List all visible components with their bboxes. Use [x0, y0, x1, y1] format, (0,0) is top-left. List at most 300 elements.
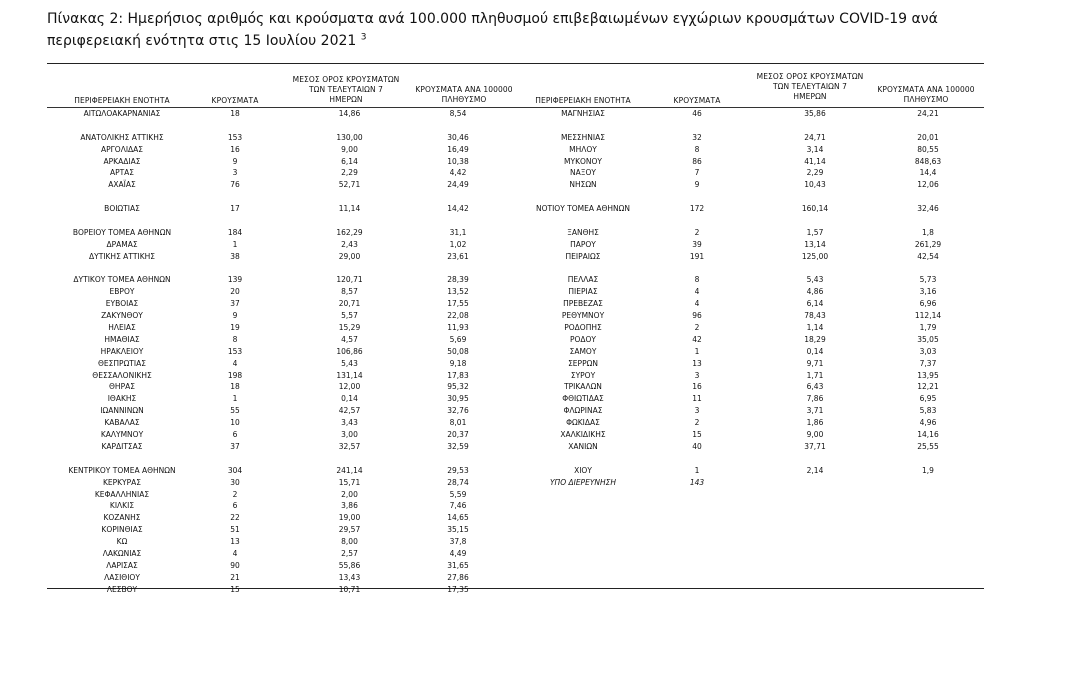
left-table: [47, 108, 527, 596]
cell-per100k: 112,14: [914, 311, 942, 321]
cell-cases: 16: [692, 382, 702, 392]
cell-per100k: 28,74: [447, 477, 469, 487]
cell-per100k: 27,86: [447, 572, 469, 582]
cell-per100k: 24,49: [447, 180, 469, 190]
cell-cases: 7: [694, 168, 700, 178]
cell-region: ΛΑΡΙΣΑΣ: [106, 560, 138, 570]
table-row: [47, 358, 527, 370]
cell-avg7: 3,71: [806, 406, 824, 416]
cell-avg7: 1,14: [806, 323, 824, 333]
cell-avg7: 10,43: [804, 180, 826, 190]
cell-cases: 10: [230, 418, 240, 428]
cell-per100k: 50,08: [447, 346, 469, 356]
cell-region: ΠΕΙΡΑΙΩΣ: [565, 251, 601, 261]
cell-per100k: 6,96: [919, 299, 937, 309]
cell-cases: 32: [692, 132, 702, 142]
cell-cases: 37: [230, 441, 240, 451]
table-row: [518, 263, 988, 275]
cell-region: ΑΙΤΩΛΟΑΚΑΡΝΑΝΙΑΣ: [83, 109, 161, 118]
cell-cases: 20: [230, 287, 240, 297]
cell-avg7: 3,14: [806, 144, 824, 154]
cell-cases: 11: [692, 394, 702, 404]
cell-region: ΛΑΣΙΘΙΟΥ: [104, 572, 140, 582]
cell-region: ΝΑΞΟΥ: [570, 168, 596, 178]
cell-cases: 96: [692, 311, 702, 321]
cell-per100k: 22,08: [447, 311, 469, 321]
cell-cases: 15: [230, 584, 240, 594]
cell-avg7: 18,29: [804, 334, 826, 344]
top-rule: [47, 63, 984, 64]
cell-cases: 30: [230, 477, 240, 487]
cell-per100k: 7,46: [449, 501, 467, 511]
cell-cases: 51: [230, 525, 240, 535]
table-row: [518, 393, 988, 405]
table-row: [47, 417, 527, 429]
cell-per100k: 3,16: [919, 287, 937, 297]
cell-per100k: 7,37: [919, 358, 937, 368]
cell-cases: 2: [694, 227, 700, 237]
table-row: [47, 120, 527, 132]
table-row: [518, 298, 988, 310]
cell-cases: 3: [694, 370, 700, 380]
right-header-avg7: [740, 72, 880, 102]
cell-avg7: 2,00: [341, 489, 358, 499]
header-per100k-line2: ΠΛΗΘΥΣΜΟ: [903, 95, 949, 104]
cell-per100k: 28,39: [447, 275, 469, 285]
cell-avg7: 24,71: [804, 132, 826, 142]
cell-region: ΘΗΡΑΣ: [109, 382, 135, 392]
cell-region: ΑΡΤΑΣ: [109, 168, 135, 178]
table-row: [47, 239, 527, 251]
table-row: [47, 500, 527, 512]
cell-cases: 304: [227, 465, 243, 475]
cell-region: ΔΡΑΜΑΣ: [106, 239, 138, 249]
header-per100k-line1: ΚΡΟΥΣΜΑΤΑ ΑΝΑ 100000: [877, 85, 975, 94]
table-row: [47, 560, 527, 572]
cell-per100k: 95,32: [447, 382, 469, 392]
left-header-region: ΠΕΡΙΦΕΡΕΙΑΚΗ ΕΝΟΤΗΤΑ: [74, 96, 170, 105]
cell-cases: 8: [694, 275, 700, 285]
cell-avg7: 6,14: [341, 156, 358, 166]
cell-cases: 42: [692, 334, 702, 344]
cell-region: ΤΡΙΚΑΛΩΝ: [564, 382, 602, 392]
cell-region: ΕΥΒΟΙΑΣ: [105, 299, 139, 309]
cell-cases: 4: [694, 299, 700, 309]
cell-avg7: 35,86: [804, 109, 826, 118]
cell-cases: 2: [232, 489, 238, 499]
cell-per100k: 13,95: [917, 370, 939, 380]
cell-per100k: 16,49: [447, 144, 469, 154]
cell-cases: 4: [232, 548, 238, 558]
cell-avg7: 11,14: [338, 204, 361, 214]
table-row: [47, 572, 527, 584]
cell-cases: 4: [232, 358, 238, 368]
cell-region: ΗΡΑΚΛΕΙΟΥ: [100, 346, 144, 356]
cell-avg7: 125,00: [801, 251, 829, 261]
cell-cases: 184: [227, 227, 243, 237]
cell-region: ΜΕΣΣΗΝΙΑΣ: [560, 132, 606, 142]
table-row: [47, 346, 527, 358]
table-row: [47, 477, 527, 489]
cell-avg7: 2,14: [806, 465, 824, 475]
cell-region: ΛΕΣΒΟΥ: [106, 584, 138, 594]
table-row: [47, 465, 527, 477]
cell-cases: 4: [694, 287, 700, 297]
table-row: [518, 144, 988, 156]
cell-avg7: 120,71: [336, 275, 363, 285]
cell-cases: 17: [230, 204, 240, 214]
cell-avg7: 19,00: [338, 513, 361, 523]
cell-per100k: 14,65: [447, 513, 469, 523]
cell-region: ΗΛΕΙΑΣ: [108, 323, 136, 333]
cell-region: ΚΕΦΑΛΛΗΝΙΑΣ: [94, 489, 150, 499]
cell-avg7: 15,71: [338, 477, 361, 487]
cell-region: ΠΙΕΡΙΑΣ: [568, 287, 598, 297]
cell-avg7: 131,14: [336, 370, 363, 380]
cell-avg7: 32,57: [338, 441, 361, 451]
table-row: [47, 274, 527, 286]
cell-per100k: 35,05: [917, 334, 939, 344]
cell-cases: 13: [230, 537, 240, 547]
cell-avg7: 78,43: [804, 311, 826, 321]
cell-avg7: 29,00: [338, 251, 361, 261]
cell-per100k: 10,38: [447, 156, 469, 166]
cell-avg7: 1,86: [806, 418, 824, 428]
cell-region: ΣΥΡΟΥ: [570, 370, 596, 380]
cell-region: ΔΥΤΙΚΗΣ ΑΤΤΙΚΗΣ: [89, 251, 155, 261]
cell-per100k: 3,03: [919, 346, 937, 356]
cell-per100k: 25,55: [917, 441, 939, 451]
cell-per100k: 20,01: [917, 132, 939, 142]
cell-per100k: 31,65: [447, 560, 469, 570]
cell-avg7: 2,29: [341, 168, 358, 178]
cell-cases: 153: [227, 132, 243, 142]
cell-avg7: 20,71: [338, 299, 361, 309]
table-row: [47, 393, 527, 405]
cell-avg7: 1,57: [806, 227, 824, 237]
table-row: [518, 274, 988, 286]
table-row: [47, 132, 527, 144]
cell-region: ΥΠΟ ΔΙΕΡΕΥΝΗΣΗ: [549, 477, 617, 487]
header-per100k-line2: ΠΛΗΘΥΣΜΟ: [441, 95, 487, 104]
table-row: [47, 584, 527, 596]
table-row: [47, 215, 527, 227]
cell-region: ΜΥΚΟΝΟΥ: [564, 156, 602, 166]
cell-region: ΕΒΡΟΥ: [109, 287, 135, 297]
table-row: [518, 429, 988, 441]
header-avg7-line1: ΜΕΣΟΣ ΟΡΟΣ ΚΡΟΥΣΜΑΤΩΝ: [292, 75, 400, 84]
cell-per100k: 20,37: [447, 430, 469, 440]
table-row: [518, 381, 988, 393]
cell-cases: 37: [230, 299, 240, 309]
cell-cases: 198: [227, 370, 243, 380]
cell-per100k: 8,54: [449, 109, 467, 118]
cell-avg7: 3,86: [341, 501, 358, 511]
table-row: [47, 405, 527, 417]
cell-region: ΘΕΣΣΑΛΟΝΙΚΗΣ: [92, 370, 152, 380]
cell-cases: 13: [692, 358, 702, 368]
table-row: [47, 310, 527, 322]
table-row: [518, 227, 988, 239]
table-row: [518, 370, 988, 382]
cell-per100k: 848,63: [914, 156, 942, 166]
cell-region: ΣΕΡΡΩΝ: [568, 358, 598, 368]
cell-avg7: 241,14: [336, 465, 363, 475]
cell-region: ΞΑΝΘΗΣ: [567, 227, 599, 237]
cell-per100k: 17,35: [447, 584, 469, 594]
table-row: [47, 441, 527, 453]
cell-avg7: 6,43: [806, 382, 824, 392]
cell-region: ΒΟΡΕΙΟΥ ΤΟΜΕΑ ΑΘΗΝΩΝ: [72, 227, 172, 237]
cell-cases: 9: [232, 156, 238, 166]
table-row: [47, 548, 527, 560]
cell-avg7: 1,71: [806, 370, 824, 380]
cell-per100k: 31,1: [449, 227, 467, 237]
cell-per100k: 32,59: [447, 441, 469, 451]
cell-avg7: 8,57: [341, 287, 358, 297]
table-row: [518, 203, 988, 215]
cell-per100k: 23,61: [447, 251, 469, 261]
table-row: [47, 144, 527, 156]
cell-cases: 3: [232, 168, 238, 178]
header-avg7-line3: ΗΜΕΡΩΝ: [329, 95, 363, 104]
cell-region: ΡΟΔΟΠΗΣ: [564, 323, 602, 333]
cell-region: ΚΟΡΙΝΘΙΑΣ: [101, 525, 143, 535]
cell-cases: 9: [694, 180, 700, 190]
header-avg7-line2: ΤΩΝ ΤΕΛΕΥΤΑΙΩΝ 7: [308, 85, 384, 94]
cell-avg7: 106,86: [336, 346, 363, 356]
right-header-per100k: [866, 85, 986, 105]
cell-cases: 2: [694, 323, 700, 333]
cell-cases: 9: [232, 311, 238, 321]
header-avg7-line3: ΗΜΕΡΩΝ: [793, 92, 827, 101]
cell-per100k: 42,54: [917, 251, 939, 261]
cell-region: ΠΑΡΟΥ: [570, 239, 596, 249]
table-row: [47, 334, 527, 346]
cell-cases: 2: [694, 418, 700, 428]
cell-avg7: 15,29: [338, 323, 361, 333]
cell-per100k: 4,96: [919, 418, 937, 428]
table-row: [518, 322, 988, 334]
cell-per100k: 11,93: [447, 323, 469, 333]
table-row: [47, 167, 527, 179]
cell-per100k: 9,18: [449, 358, 467, 368]
cell-per100k: 1,9: [922, 465, 934, 475]
table-row: [518, 191, 988, 203]
table-row: [518, 405, 988, 417]
table-row: [518, 358, 988, 370]
cell-per100k: 8,01: [449, 418, 467, 428]
cell-avg7: 42,57: [338, 406, 361, 416]
table-row: [518, 239, 988, 251]
table-row: [518, 334, 988, 346]
cell-cases: 55: [230, 406, 240, 416]
left-header-avg7: [276, 75, 416, 105]
table-row: [518, 251, 988, 263]
cell-avg7: 0,14: [341, 394, 358, 404]
cell-cases: 18: [230, 382, 240, 392]
cell-cases: 1: [694, 346, 700, 356]
cell-region: ΜΑΓΝΗΣΙΑΣ: [561, 109, 605, 118]
cell-per100k: 1,8: [922, 227, 934, 237]
table-row: [518, 215, 988, 227]
cell-per100k: 261,29: [914, 239, 942, 249]
cell-avg7: 0,14: [806, 346, 824, 356]
table-row: [47, 191, 527, 203]
cell-avg7: 13,43: [338, 572, 361, 582]
cell-avg7: 3,00: [341, 430, 358, 440]
table-row: [47, 298, 527, 310]
footnote-marker: 3: [360, 32, 367, 43]
table-row: [47, 286, 527, 298]
cell-avg7: 5,43: [806, 275, 824, 285]
cell-per100k: 4,49: [449, 548, 467, 558]
header-per100k-line1: ΚΡΟΥΣΜΑΤΑ ΑΝΑ 100000: [415, 85, 513, 94]
cell-cases: 16: [230, 144, 240, 154]
cell-region: ΚΩ: [116, 537, 128, 547]
cell-cases: 46: [692, 109, 702, 118]
cell-avg7: 12,00: [338, 382, 361, 392]
cell-region: ΚΑΛΥΜΝΟΥ: [100, 430, 144, 440]
cell-per100k: 5,69: [449, 334, 467, 344]
cell-per100k: 32,76: [447, 406, 469, 416]
cell-avg7: 4,57: [341, 334, 358, 344]
cell-region: ΠΡΕΒΕΖΑΣ: [563, 299, 603, 309]
cell-cases: 153: [227, 346, 243, 356]
table-row: [518, 167, 988, 179]
cell-cases: 15: [692, 430, 702, 440]
cell-region: ΙΘΑΚΗΣ: [107, 394, 137, 404]
cell-region: ΣΑΜΟΥ: [569, 346, 597, 356]
cell-region: ΝΗΣΩΝ: [569, 180, 597, 190]
table-row: [47, 227, 527, 239]
cell-cases: 90: [230, 560, 240, 570]
cell-region: ΛΑΚΩΝΙΑΣ: [102, 548, 142, 558]
table-row: [518, 132, 988, 144]
cell-cases: 1: [232, 394, 238, 404]
table-row: [47, 524, 527, 536]
cell-avg7: 5,57: [341, 311, 358, 321]
table-row: [518, 179, 988, 191]
table-row: [518, 108, 988, 120]
cell-avg7: 9,71: [806, 358, 824, 368]
header-avg7-line2: ΤΩΝ ΤΕΛΕΥΤΑΙΩΝ 7: [772, 82, 848, 91]
cell-per100k: 4,42: [449, 168, 467, 178]
cell-cases: 38: [230, 251, 240, 261]
cell-avg7: 130,00: [336, 132, 363, 142]
cell-region: ΖΑΚΥΝΘΟΥ: [101, 311, 143, 321]
table-row: [47, 429, 527, 441]
table-row: [518, 417, 988, 429]
table-row: [47, 489, 527, 501]
table-row: [47, 203, 527, 215]
cell-avg7: 162,29: [336, 227, 363, 237]
cell-region: ΠΕΛΛΑΣ: [567, 275, 599, 285]
cell-region: ΙΩΑΝΝΙΝΩΝ: [100, 406, 144, 416]
cell-avg7: 13,14: [804, 239, 826, 249]
table-row: [518, 453, 988, 465]
cell-cases: 19: [230, 323, 240, 333]
cell-region: ΜΗΛΟΥ: [569, 144, 597, 154]
table-row: [518, 286, 988, 298]
table-row: [47, 381, 527, 393]
cell-region: ΚΑΒΑΛΑΣ: [104, 418, 140, 428]
cell-cases: 3: [694, 406, 700, 416]
cell-per100k: 14,16: [917, 430, 939, 440]
cell-avg7: 55,86: [338, 560, 361, 570]
table-row: [47, 453, 527, 465]
cell-region: ΚΟΖΑΝΗΣ: [103, 513, 141, 523]
cell-per100k: 12,21: [917, 382, 939, 392]
table-row: [47, 108, 527, 120]
cell-per100k: 17,83: [447, 370, 469, 380]
cell-region: ΦΘΙΩΤΙΔΑΣ: [562, 394, 604, 404]
cell-avg7: 9,00: [806, 430, 824, 440]
table-row: [47, 179, 527, 191]
cell-per100k: 13,52: [447, 287, 469, 297]
cell-cases: 6: [232, 501, 238, 511]
cell-cases: 143: [689, 477, 705, 487]
cell-avg7: 160,14: [801, 204, 829, 214]
cell-region: ΡΟΔΟΥ: [569, 334, 597, 344]
table-row: [47, 251, 527, 263]
cell-cases: 18: [230, 109, 240, 118]
cell-per100k: 5,83: [919, 406, 937, 416]
cell-cases: 21: [230, 572, 240, 582]
cell-avg7: 41,14: [804, 156, 826, 166]
cell-avg7: 2,29: [806, 168, 824, 178]
cell-avg7: 10,71: [338, 584, 361, 594]
cell-per100k: 32,46: [917, 204, 939, 214]
right-header-region: ΠΕΡΙΦΕΡΕΙΑΚΗ ΕΝΟΤΗΤΑ: [535, 96, 631, 105]
cell-region: ΑΧΑΪΑΣ: [108, 180, 136, 190]
header-avg7-line1: ΜΕΣΟΣ ΟΡΟΣ ΚΡΟΥΣΜΑΤΩΝ: [756, 72, 864, 81]
cell-region: ΚΙΛΚΙΣ: [109, 501, 135, 511]
cell-per100k: 17,55: [447, 299, 469, 309]
cell-cases: 76: [230, 180, 240, 190]
cell-per100k: 1,79: [919, 323, 937, 333]
table-row: [518, 156, 988, 168]
cell-region: ΑΡΓΟΛΙΔΑΣ: [100, 144, 144, 154]
cell-region: ΦΩΚΙΔΑΣ: [566, 418, 600, 428]
cell-per100k: 80,55: [917, 144, 939, 154]
cell-per100k: 14,4: [919, 168, 937, 178]
cell-cases: 39: [692, 239, 702, 249]
table-row: [518, 120, 988, 132]
cell-per100k: 37,8: [449, 537, 467, 547]
cell-region: ΚΑΡΔΙΤΣΑΣ: [101, 441, 143, 451]
cell-avg7: 14,86: [338, 109, 361, 118]
cell-avg7: 3,43: [341, 418, 358, 428]
cell-avg7: 29,57: [338, 525, 361, 535]
cell-region: ΗΜΑΘΙΑΣ: [104, 334, 140, 344]
cell-region: ΝΟΤΙΟΥ ΤΟΜΕΑ ΑΘΗΝΩΝ: [535, 204, 630, 214]
cell-cases: 22: [230, 513, 240, 523]
cell-per100k: 5,59: [449, 489, 467, 499]
left-header-per100k: [404, 85, 524, 105]
cell-region: ΧΑΝΙΩΝ: [568, 441, 598, 451]
cell-cases: 172: [689, 204, 705, 214]
table-row: [518, 465, 988, 477]
cell-region: ΦΛΩΡΙΝΑΣ: [563, 406, 603, 416]
cell-avg7: 2,57: [341, 548, 358, 558]
cell-per100k: 30,95: [447, 394, 469, 404]
cell-avg7: 2,43: [341, 239, 358, 249]
cell-avg7: 5,43: [341, 358, 358, 368]
cell-avg7: 37,71: [804, 441, 826, 451]
table-row: [518, 477, 988, 489]
cell-avg7: 6,14: [806, 299, 824, 309]
